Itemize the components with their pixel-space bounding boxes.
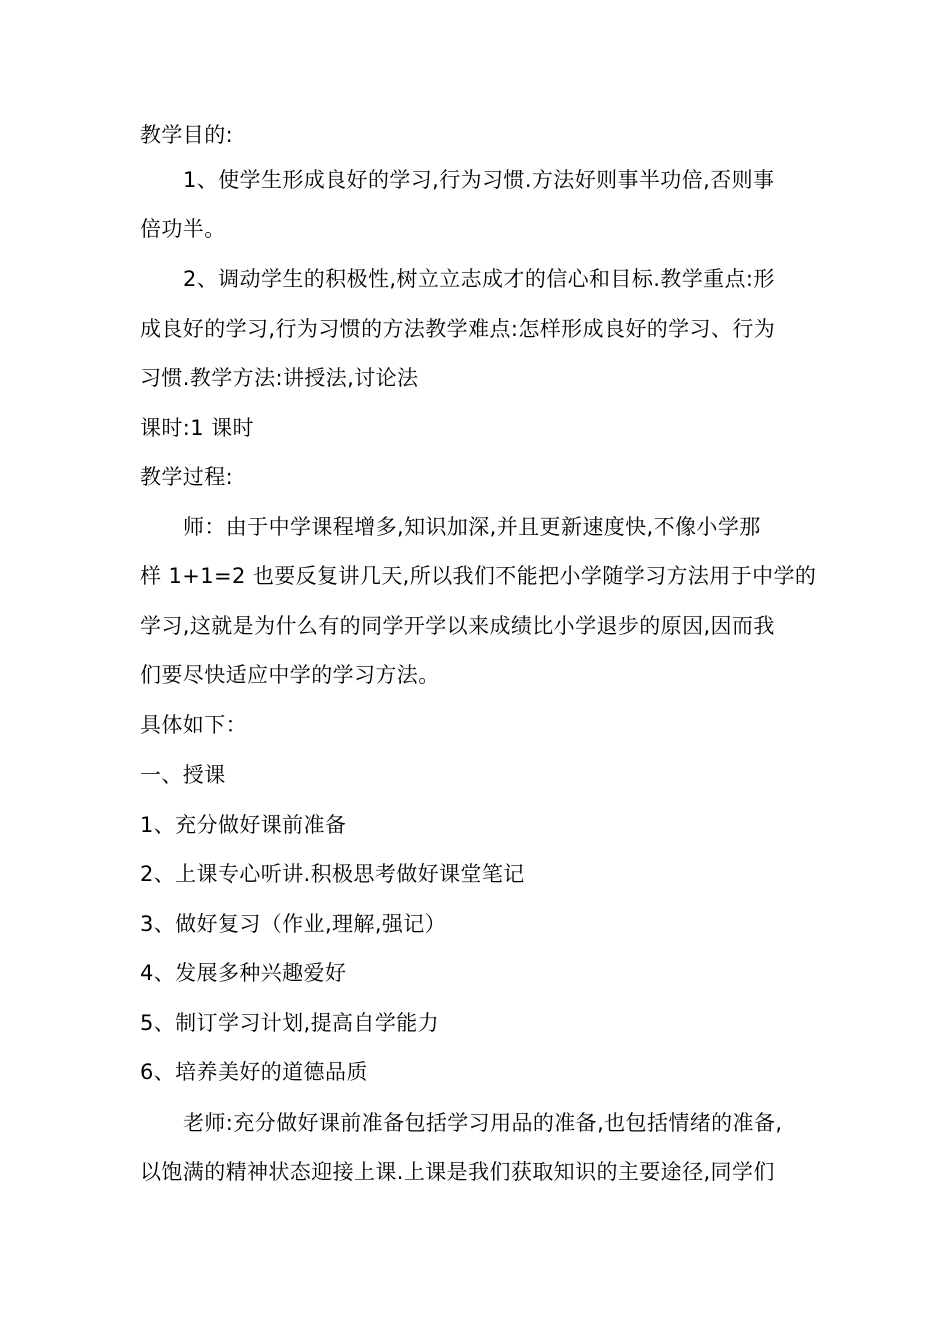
text-line: 倍功半。 <box>140 217 226 241</box>
text-line: 习惯.教学方法:讲授法,讨论法 <box>140 366 419 390</box>
text-line: 老师:充分做好课前准备包括学习用品的准备,也包括情绪的准备, <box>183 1111 783 1135</box>
text-line: 教学过程: <box>140 465 234 489</box>
text-line: 学习,这就是为什么有的同学开学以来成绩比小学退步的原因,因而我 <box>140 614 775 638</box>
text-line: 具体如下： <box>140 713 247 737</box>
text-line: 1、充分做好课前准备 <box>140 813 347 837</box>
text-line: 5、制订学习计划,提高自学能力 <box>140 1011 440 1035</box>
text-line: 成良好的学习,行为习惯的方法教学难点:怎样形成良好的学习、行为 <box>140 317 776 341</box>
text-line: 1、使学生形成良好的学习,行为习惯.方法好则事半功倍,否则事 <box>183 168 775 192</box>
text-line: 师：由于中学课程增多,知识加深,并且更新速度快,不像小学那 <box>183 515 761 539</box>
text-line: 课时:1 课时 <box>140 416 254 440</box>
text-line: 2、上课专心听讲.积极思考做好课堂笔记 <box>140 862 525 886</box>
text-line: 一、授课 <box>140 763 226 787</box>
text-line: 教学目的: <box>140 123 234 147</box>
text-line: 6、培养美好的道德品质 <box>140 1060 368 1084</box>
text-line: 样 1+1=2 也要反复讲几天,所以我们不能把小学随学习方法用于中学的 <box>140 564 817 588</box>
text-line: 们要尽快适应中学的学习方法。 <box>140 663 440 687</box>
text-line: 2、调动学生的积极性,树立立志成才的信心和目标.教学重点:形 <box>183 267 775 291</box>
text-line: 以饱满的精神状态迎接上课.上课是我们获取知识的主要途径,同学们 <box>140 1160 775 1184</box>
text-line: 4、发展多种兴趣爱好 <box>140 961 347 985</box>
text-line: 3、做好复习（作业,理解,强记） <box>140 912 447 936</box>
